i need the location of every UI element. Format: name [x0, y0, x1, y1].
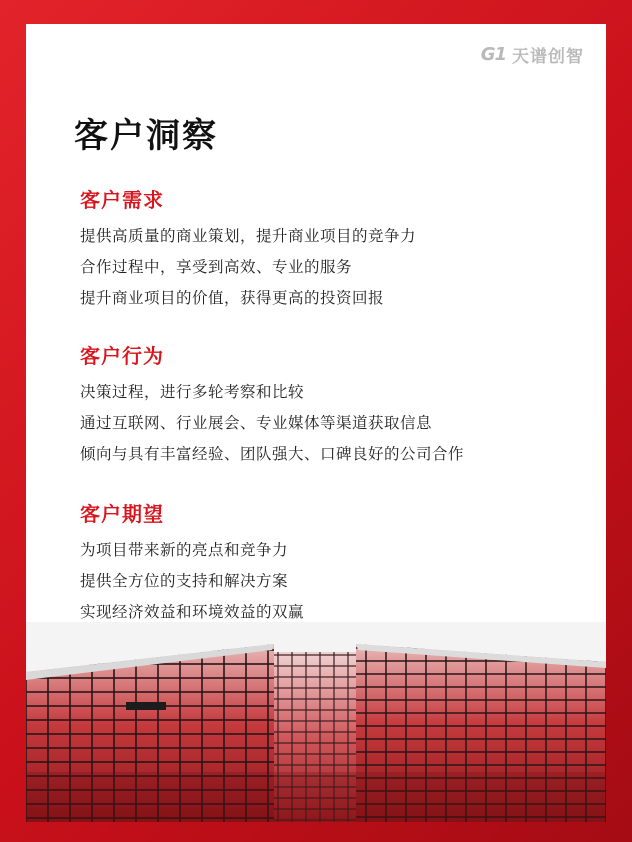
section-heading: 客户期望 [80, 502, 164, 526]
page-title: 客户洞察 [74, 116, 218, 156]
list-item: 通过互联网、行业展会、专业媒体等渠道获取信息 [80, 414, 433, 432]
section-customer-needs [80, 184, 416, 314]
brand-logo [481, 42, 584, 67]
list-item: 倾向与具有丰富经验、团队强大、口碑良好的公司合作 [80, 445, 465, 463]
list-item: 为项目带来新的亮点和竞争力 [80, 541, 289, 559]
brand-mark: G1 [480, 44, 506, 65]
section-customer-expectations [80, 498, 304, 628]
list-item: 提供全方位的支持和解决方案 [80, 572, 289, 590]
section-heading: 客户行为 [80, 344, 164, 368]
brand-name: 天谱创智 [512, 47, 584, 67]
list-item: 提升商业项目的价值，获得更高的投资回报 [80, 289, 385, 307]
list-item: 合作过程中，享受到高效、专业的服务 [80, 258, 353, 276]
content-card [26, 24, 606, 822]
building-photo [26, 622, 606, 822]
list-item: 实现经济效益和环境效益的双赢 [80, 603, 305, 621]
list-item: 提供高质量的商业策划，提升商业项目的竞争力 [80, 227, 417, 245]
section-heading: 客户需求 [80, 188, 164, 212]
section-customer-behavior [80, 340, 464, 470]
list-item: 决策过程，进行多轮考察和比较 [80, 383, 305, 401]
